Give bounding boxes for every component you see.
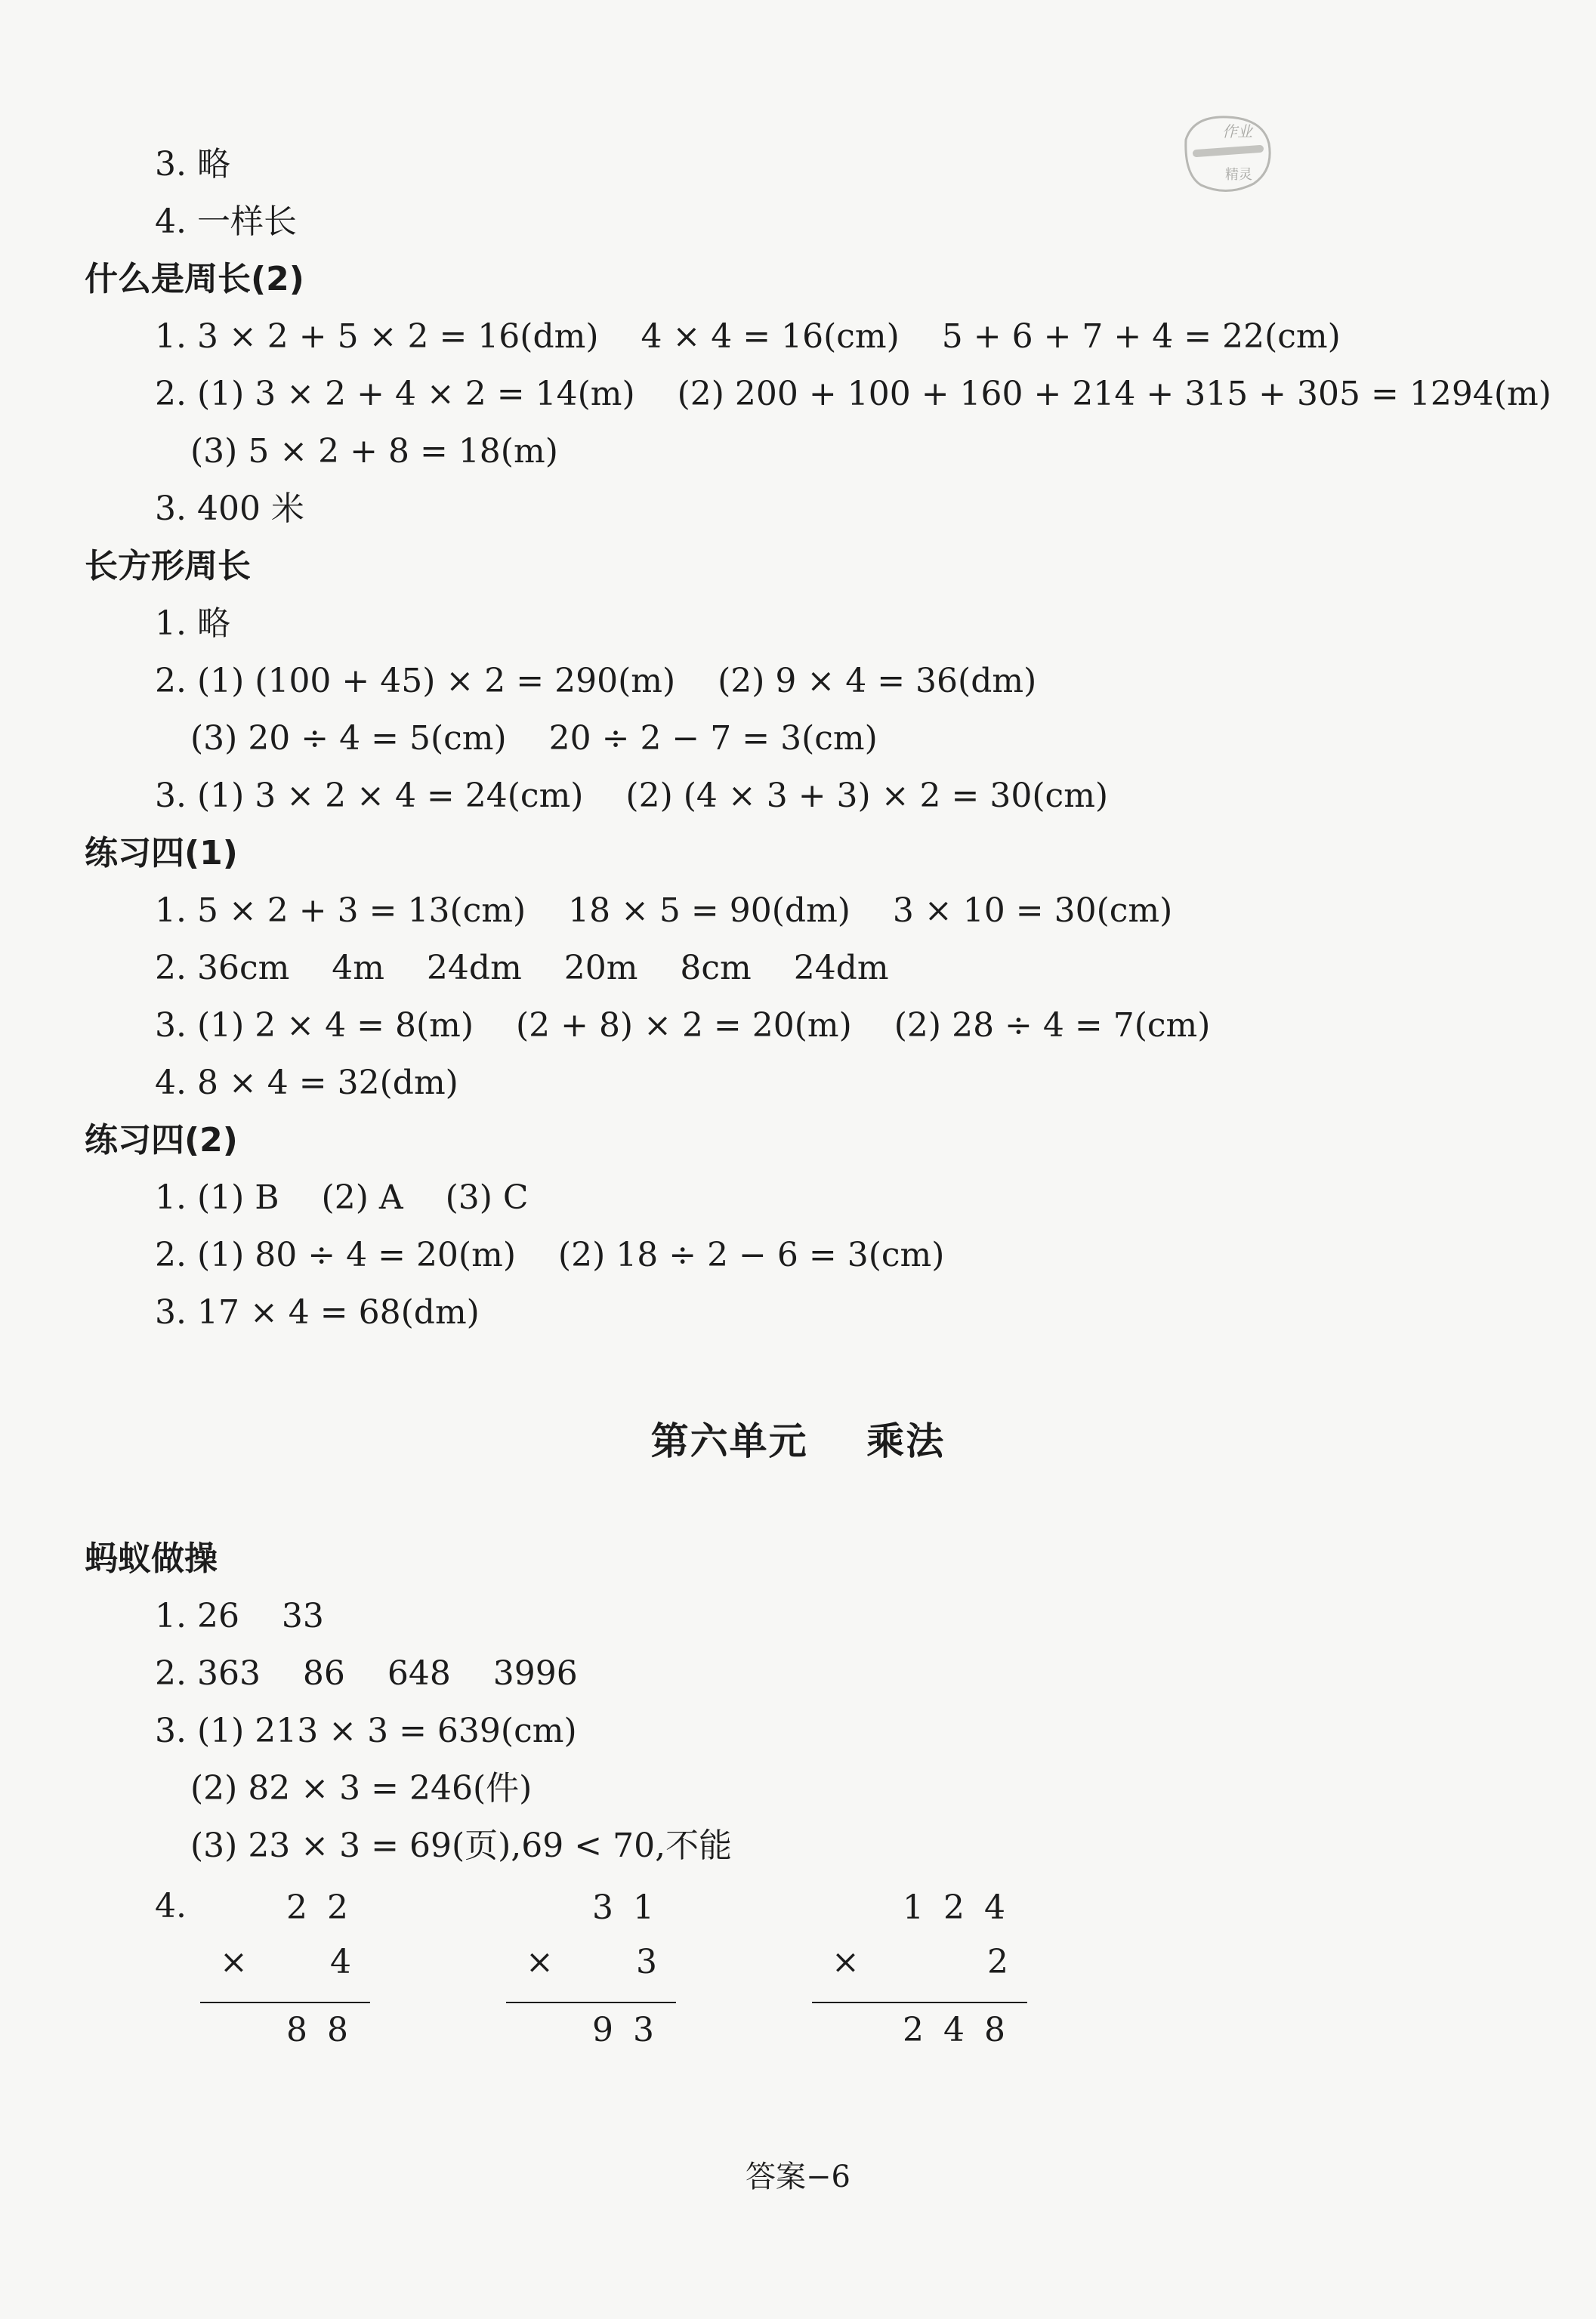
product: 9 3 [592, 2011, 659, 2049]
section-heading: 长方形周长 [85, 547, 251, 585]
section-heading: 蚂蚁做操 [85, 1539, 218, 1578]
answer-line: 3. (1) 2 × 4 = 8(m) (2 + 8) × 2 = 20(m) (2) 28 ÷ 4 = 7(cm) [155, 1006, 1211, 1045]
multiplier: 3 [636, 1943, 657, 1981]
question-number: 4. [155, 1887, 187, 1925]
section-heading: 练习四(2) [85, 1121, 238, 1160]
watermark-stamp [1178, 110, 1276, 200]
result-line [506, 2002, 676, 2003]
multiplier: 2 [987, 1943, 1008, 1981]
result-line [812, 2002, 1027, 2003]
vertical-multiplication [812, 1888, 1031, 2055]
page-number: 答案−6 [746, 2160, 850, 2194]
multiply-sign: × [832, 1943, 860, 1981]
answer-line: 1. 5 × 2 + 3 = 13(cm) 18 × 5 = 90(dm) 3 × 10 = 30(cm) [155, 891, 1173, 930]
answer-line: 1. (1) B (2) A (3) C [155, 1178, 529, 1217]
multiplicand: 2 2 [286, 1888, 353, 1927]
answer-line: 1. 26 33 [155, 1597, 324, 1635]
answer-line: 2. 363 86 648 3996 [155, 1654, 578, 1693]
answer-line: 1. 略 [155, 604, 230, 643]
answer-line: 3. 略 [155, 145, 230, 184]
multiply-sign: × [526, 1943, 554, 1981]
answer-line: 3. 400 米 [155, 489, 304, 528]
answer-line: 2. (1) 3 × 2 + 4 × 2 = 14(m) (2) 200 + 100 + 160 + 214 + 315 + 305 = 1294(m) [155, 375, 1551, 413]
svg-text:作业: 作业 [1222, 122, 1252, 140]
multiplier: 4 [330, 1943, 351, 1981]
section-heading: 什么是周长(2) [85, 260, 304, 298]
answer-line: (2) 82 × 3 = 246(件) [190, 1769, 533, 1808]
answer-line: 2. 36cm 4m 24dm 20m 8cm 24dm [155, 949, 889, 987]
multiplicand: 1 2 4 [903, 1888, 1010, 1927]
result-line [200, 2002, 370, 2003]
answer-line: (3) 5 × 2 + 8 = 18(m) [190, 432, 558, 471]
answer-line: 2. (1) (100 + 45) × 2 = 290(m) (2) 9 × 4 = 36(dm) [155, 662, 1037, 700]
section-heading: 练习四(1) [85, 834, 238, 872]
answer-line: 3. (1) 3 × 2 × 4 = 24(cm) (2) (4 × 3 + 3) × 2 = 30(cm) [155, 777, 1109, 815]
answer-line: 1. 3 × 2 + 5 × 2 = 16(dm) 4 × 4 = 16(cm) 5 + 6 + 7 + 4 = 22(cm) [155, 317, 1341, 356]
answer-line: (3) 20 ÷ 4 = 5(cm) 20 ÷ 2 − 7 = 3(cm) [190, 719, 878, 758]
unit-title: 第六单元 乘法 [650, 1419, 946, 1463]
svg-text:精灵: 精灵 [1225, 167, 1252, 183]
answer-line: (3) 23 × 3 = 69(页),69 < 70,不能 [190, 1826, 733, 1865]
answer-line: 2. (1) 80 ÷ 4 = 20(m) (2) 18 ÷ 2 − 6 = 3(cm) [155, 1236, 945, 1274]
answer-line: 3. (1) 213 × 3 = 639(cm) [155, 1712, 577, 1750]
vertical-multiplication [200, 1888, 374, 2055]
answer-line: 4. 8 × 4 = 32(dm) [155, 1064, 458, 1102]
multiplicand: 3 1 [592, 1888, 659, 1927]
answer-line: 3. 17 × 4 = 68(dm) [155, 1293, 480, 1332]
multiply-sign: × [220, 1943, 248, 1981]
product: 2 4 8 [903, 2011, 1010, 2049]
product: 8 8 [286, 2011, 353, 2049]
answer-line: 4. 一样长 [155, 202, 297, 241]
vertical-multiplication [506, 1888, 680, 2055]
